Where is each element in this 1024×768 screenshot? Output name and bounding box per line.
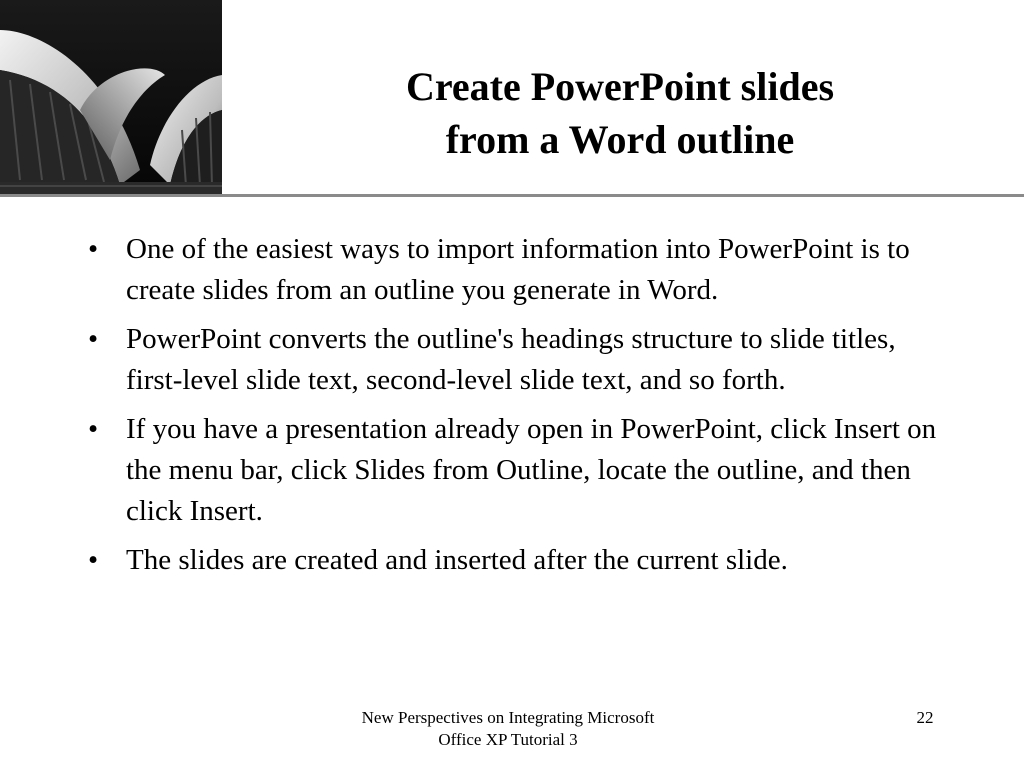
slide-title (300, 60, 940, 166)
header-divider (0, 194, 1024, 197)
opera-house-photo (0, 0, 222, 196)
title-line: Create PowerPoint slides (405, 64, 835, 109)
footer-line: New Perspectives on Integrating Microsoft (361, 708, 655, 727)
bullet-text: If you have a presentation already open in PowerPoint, click Insert on the menu bar, click Slides from Outline, locate the outline, and then click Insert. (126, 413, 937, 527)
bullet-dot: • (88, 323, 99, 355)
bullet-dot: • (88, 413, 99, 445)
page-number: 22 (916, 708, 934, 727)
bullet-item (82, 409, 952, 532)
bullet-text: The slides are created and inserted after the current slide. (126, 544, 788, 576)
bullet-item (82, 540, 952, 581)
bullet-item (82, 229, 952, 311)
bullet-dot: • (88, 544, 99, 576)
title-line: from a Word outline (445, 117, 795, 162)
bullet-text: PowerPoint converts the outline's headings structure to slide titles, first-level slide text, second-level slide text, and so forth. (126, 323, 896, 396)
bullet-item (82, 319, 952, 401)
footer-line: Office XP Tutorial 3 (438, 730, 578, 749)
slide-footer (320, 707, 696, 751)
bullet-list (82, 229, 952, 589)
bullet-dot: • (88, 233, 99, 265)
bullet-text: One of the easiest ways to import information into PowerPoint is to create slides from an outline you generate in Word. (126, 233, 910, 306)
